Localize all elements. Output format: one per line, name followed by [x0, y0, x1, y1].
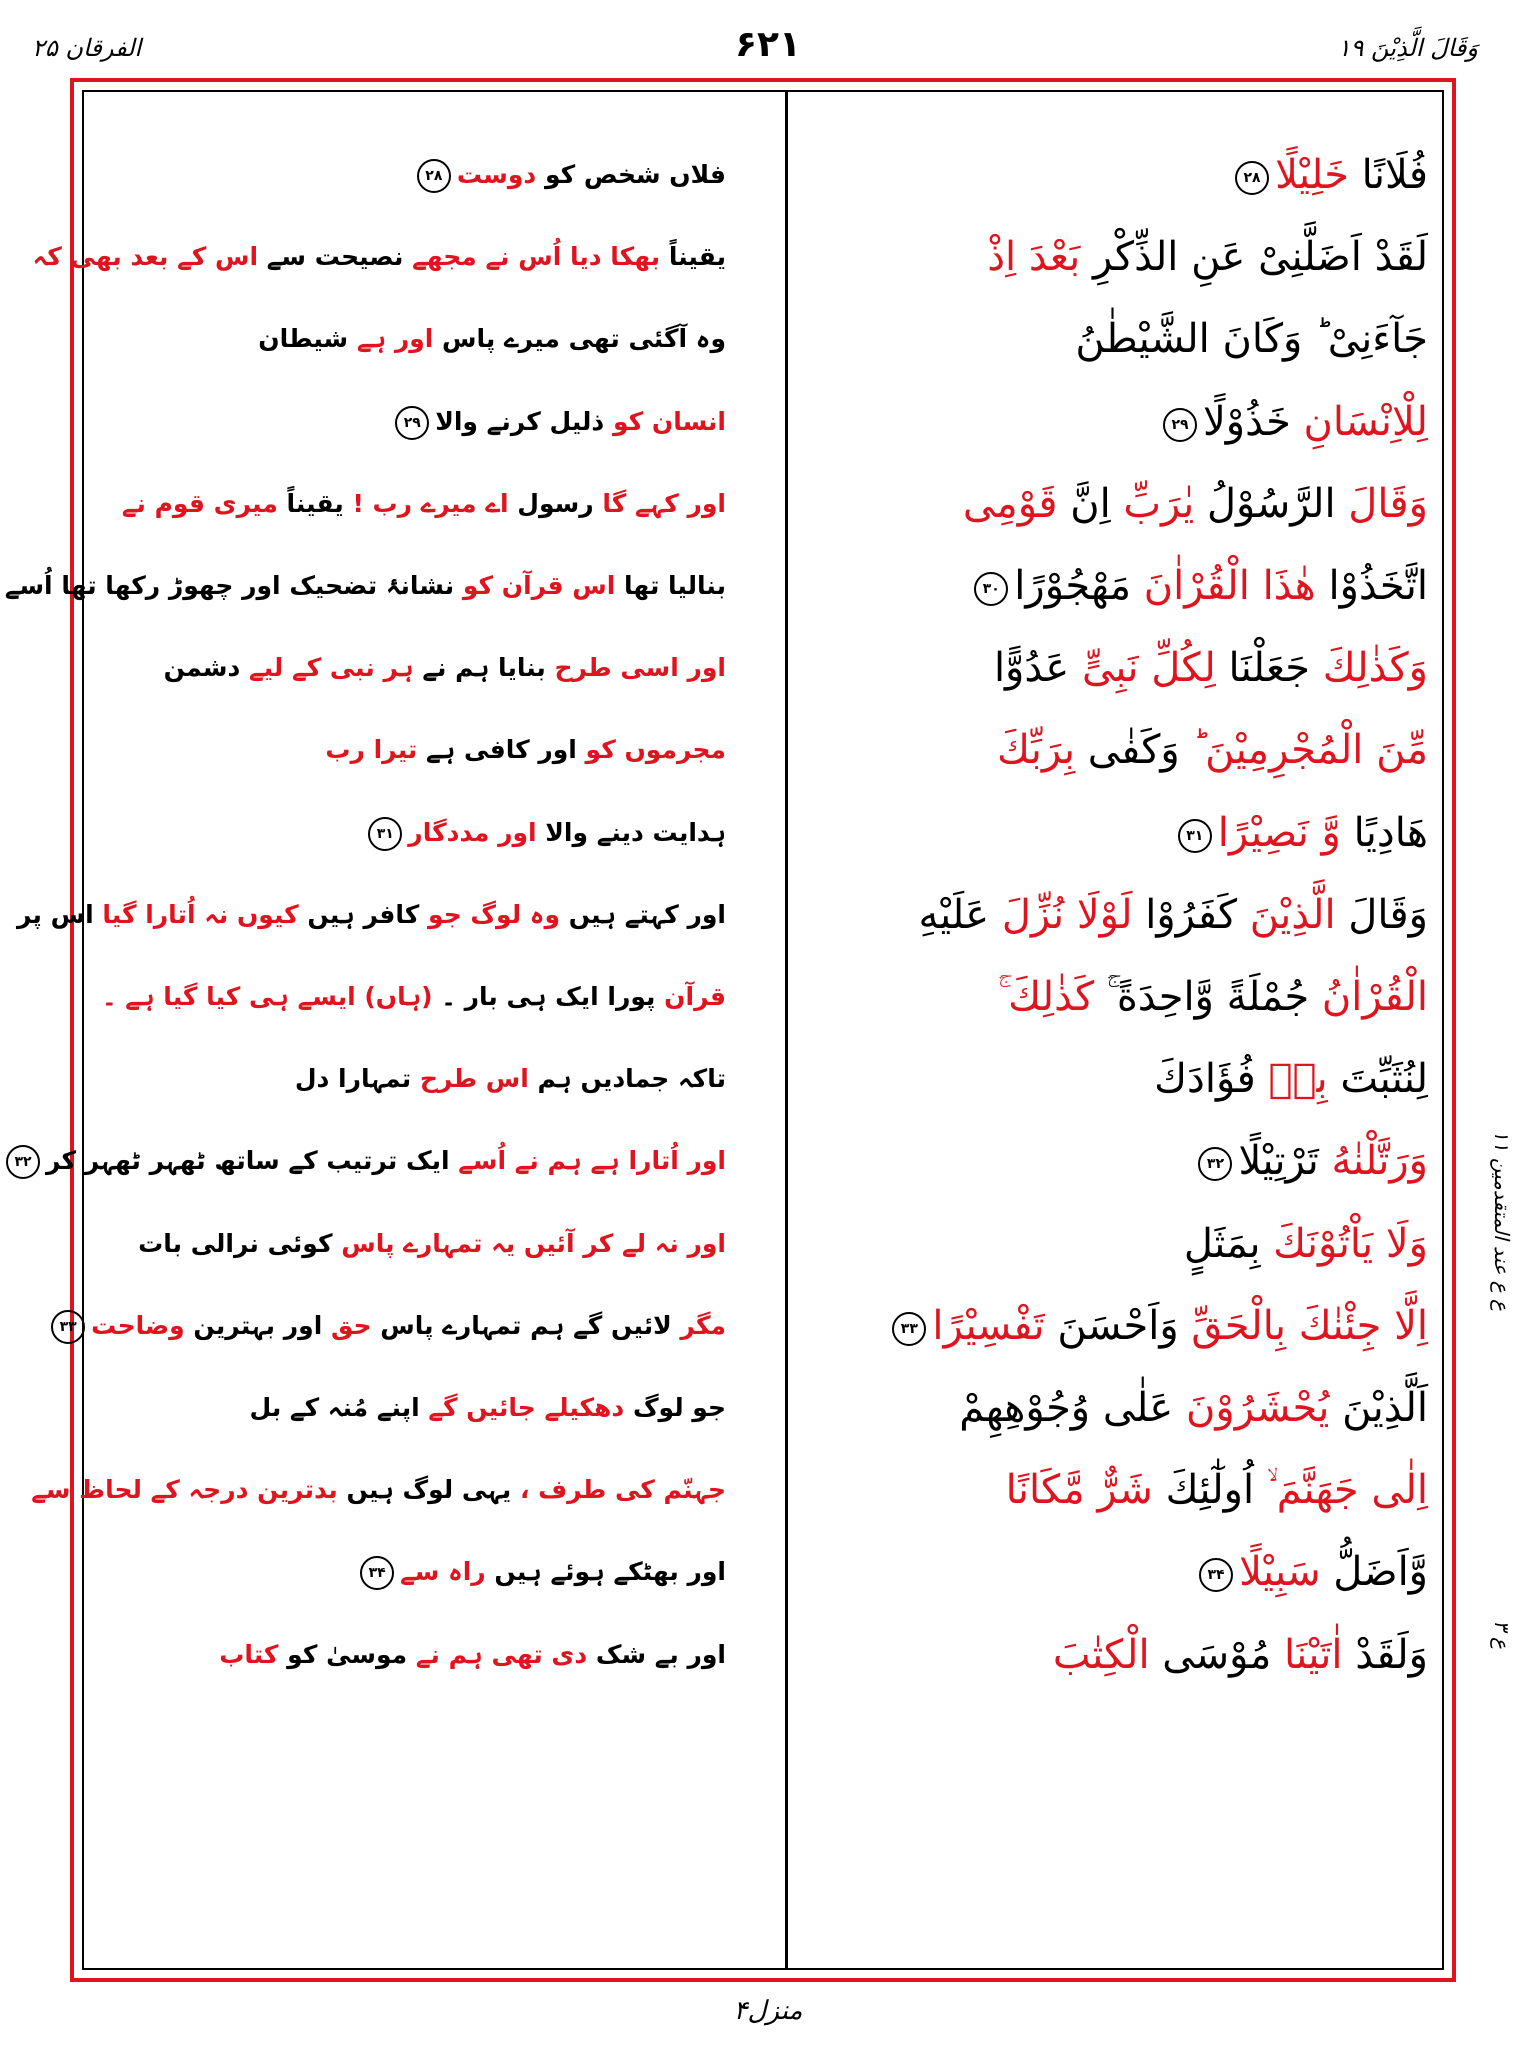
ayah-number-marker: ۳۰	[974, 572, 1008, 606]
arabic-line	[788, 875, 1428, 955]
urdu-segment: راہ سے	[400, 1557, 486, 1586]
urdu-segment: اس پر	[16, 900, 94, 929]
arabic-segment: وَرَتَّلْنٰهُ	[1318, 1138, 1428, 1184]
ayah-number-marker: ۲۹	[395, 406, 429, 440]
arabic-segment: الرَّسُوْلُ	[1194, 481, 1336, 527]
arabic-segment: وَقَالَ	[1335, 481, 1428, 527]
arabic-segment: فُلَانًا	[1348, 152, 1428, 198]
arabic-line	[788, 464, 1428, 544]
arabic-segment: وَّ نَصِیْرًا	[1217, 810, 1341, 856]
urdu-segment: اس کے بعد بھی کہ	[32, 242, 259, 271]
urdu-segment: نصیحت سے	[258, 242, 404, 271]
arabic-segment: لَقَدْ اَضَلَّنِیْ عَنِ الذِّكْرِ	[1080, 234, 1428, 280]
urdu-segment: بدترین درجہ کے لحاظ سے	[31, 1475, 338, 1504]
urdu-translation-line	[32, 217, 726, 297]
arabic-segment: اِلٰی جَهَنَّمَ	[1266, 1467, 1428, 1513]
urdu-segment: اور بہترین	[184, 1311, 323, 1340]
arabic-segment: اتَّخَذُوْا	[1315, 563, 1428, 609]
urdu-segment: اور کہے گا	[593, 489, 726, 518]
urdu-translation-line	[4, 546, 726, 626]
urdu-translation-line	[126, 1368, 726, 1448]
urdu-translation-line	[59, 1286, 726, 1366]
ayah-number-marker: ۳۴	[360, 1556, 394, 1590]
ayah-number-marker: ۳۳	[892, 1312, 926, 1346]
surah-title: الفرقان ۲۵	[32, 34, 142, 62]
arabic-segment: ؕ وَكَفٰی	[1075, 727, 1193, 773]
urdu-segment: اور اسی طرح	[545, 653, 726, 682]
urdu-translation-line	[126, 299, 726, 379]
arabic-segment: هٰذَا الْقُرْاٰنَ	[1131, 563, 1316, 609]
arabic-segment: جَآءَنِیْ ؕ وَكَانَ الشَّیْطٰنُ	[1075, 316, 1428, 362]
arabic-segment: ۙ اُولٰٓئِكَ	[1152, 1467, 1267, 1513]
juz-title: وَقَالَ الَّذِیْنَ ۱۹	[1337, 34, 1478, 62]
urdu-segment: یقیناً	[660, 242, 726, 271]
arabic-segment: وَلَا یَاْتُوْنَكَ	[1260, 1221, 1428, 1267]
page-number: ۶۲۱	[735, 24, 801, 65]
arabic-line	[788, 1286, 1428, 1366]
arabic-line	[788, 299, 1428, 379]
urdu-segment: موسیٰ کو	[278, 1640, 408, 1669]
urdu-segment: جو لوگ	[624, 1393, 726, 1422]
arabic-line	[788, 710, 1428, 790]
urdu-segment: یہی لوگ ہیں	[337, 1475, 512, 1504]
arabic-segment: عَلٰی وُجُوْهِهِمْ	[959, 1385, 1174, 1431]
arabic-segment: وَّاَضَلُّ	[1320, 1549, 1428, 1595]
urdu-translation-line	[126, 628, 726, 708]
urdu-segment: اس قرآن کو	[454, 571, 616, 600]
arabic-segment: عَدُوًّا	[993, 645, 1070, 691]
arabic-segment: خَذُوْلًا	[1202, 399, 1291, 445]
arabic-segment: كَفَرُوْا	[1132, 892, 1237, 938]
urdu-segment: دی تھی ہم نے	[407, 1640, 588, 1669]
urdu-translation-line	[101, 957, 726, 1037]
ayah-number-marker: ۳۲	[6, 1145, 40, 1179]
arabic-segment: كَذٰلِكَ ۚۛ	[998, 974, 1095, 1020]
urdu-segment: تمہارے پاس	[332, 1229, 483, 1258]
arabic-line	[788, 1039, 1428, 1119]
urdu-segment: دوست	[456, 160, 537, 189]
arabic-segment: شَرٌّ مَّكَانًا	[1005, 1467, 1153, 1513]
urdu-segment: اور کافی ہے	[417, 735, 577, 764]
arabic-line	[788, 217, 1428, 297]
urdu-segment: (ہاں) ایسے ہی کیا گیا ہے ۔	[101, 982, 433, 1011]
ayah-number-marker: ۳۱	[368, 817, 402, 851]
arabic-segment: لِنُثَبِّتَ	[1327, 1056, 1428, 1102]
urdu-segment: اور نہ لے کر آئیں یہ	[482, 1229, 726, 1258]
arabic-segment: یُحْشَرُوْنَ	[1173, 1385, 1330, 1431]
ayah-number-marker: ۳۴	[1199, 1558, 1233, 1592]
arabic-segment: وَاَحْسَنَ	[1044, 1303, 1179, 1349]
arabic-segment: لِكُلِّ نَبِیٍّ	[1069, 645, 1216, 691]
margin-note-lower: ع ۳	[1490, 1620, 1514, 1650]
urdu-segment: وہ آگئی تھی میرے پاس	[433, 324, 726, 353]
arabic-segment: خَلِیْلًا	[1275, 152, 1349, 198]
urdu-segment: دشمن	[163, 653, 241, 682]
arabic-segment: وَلَقَدْ	[1342, 1632, 1428, 1678]
arabic-line	[788, 1532, 1428, 1612]
arabic-segment: وَقَالَ	[1335, 892, 1428, 938]
urdu-segment: انسان کو	[604, 407, 726, 436]
urdu-segment: اور ہے	[348, 324, 434, 353]
arabic-segment: یٰرَبِّ	[1110, 481, 1195, 527]
urdu-segment: اور بھٹکے ہوئے ہیں	[485, 1557, 726, 1586]
arabic-segment: لَوْلَا نُزِّلَ	[989, 892, 1133, 938]
urdu-segment: یقیناً	[277, 489, 344, 518]
urdu-segment: تاکہ جمادیں ہم	[528, 1064, 726, 1093]
ayah-number-marker: ۳۲	[1198, 1147, 1232, 1181]
arabic-segment: هَادِیًا	[1340, 810, 1428, 856]
urdu-segment: بنالیا تھا	[615, 571, 726, 600]
arabic-segment: الْقُرْاٰنُ	[1309, 974, 1428, 1020]
margin-note-upper: ع ع عند المتقدمین ۱۱	[1490, 1130, 1514, 1312]
arabic-segment: سَبِیْلًا	[1239, 1549, 1321, 1595]
arabic-line	[788, 628, 1428, 708]
arabic-line	[788, 1204, 1428, 1284]
arabic-segment: الْكِتٰبَ	[1052, 1632, 1150, 1678]
urdu-segment: اور کہتے ہیں	[559, 900, 726, 929]
urdu-segment: ذلیل کرنے والا	[435, 407, 605, 436]
urdu-translation-line	[126, 1615, 726, 1695]
arabic-segment: اِنَّ	[1057, 481, 1111, 527]
arabic-segment: تَرْتِیْلًا	[1238, 1138, 1319, 1184]
arabic-line	[788, 1450, 1428, 1530]
arabic-segment: بِرَبِّكَ	[997, 727, 1076, 773]
arabic-line	[788, 382, 1428, 462]
ayah-number-marker: ۲۸	[1235, 161, 1269, 195]
urdu-translation-line	[126, 710, 726, 790]
urdu-translation-line	[121, 464, 726, 544]
urdu-segment: بھکا دیا اُس نے مجھے	[403, 242, 661, 271]
urdu-segment: وہ لوگ جو	[419, 900, 560, 929]
urdu-translation-line	[126, 135, 726, 215]
urdu-segment: اور مددگار	[408, 818, 537, 847]
urdu-segment: لائیں گے ہم تمہارے پاس	[371, 1311, 672, 1340]
arabic-segment: عَلَیْهِ	[918, 892, 990, 938]
urdu-translation-line	[14, 1121, 726, 1201]
arabic-segment: مَهْجُوْرًا	[1014, 563, 1132, 609]
urdu-translation-line	[31, 1450, 726, 1530]
urdu-segment: اے میرے رب !	[343, 489, 509, 518]
ayah-number-marker: ۳۳	[51, 1310, 85, 1344]
arabic-segment: الَّذِیْنَ	[1237, 892, 1336, 938]
arabic-segment: اٰتَیْنَا	[1271, 1632, 1343, 1678]
arabic-segment: وَكَذٰلِكَ	[1310, 645, 1428, 691]
arabic-segment: بِمَثَلٍ	[1183, 1221, 1261, 1267]
ayah-number-marker: ۳۱	[1178, 819, 1212, 853]
arabic-line	[788, 793, 1428, 873]
urdu-segment: ایک ترتیب کے ساتھ ٹھہر ٹھہر کر	[45, 1146, 450, 1175]
arabic-segment: مِّنَ الْمُجْرِمِیْنَ	[1192, 727, 1428, 773]
urdu-segment: اور بے شک	[587, 1640, 726, 1669]
urdu-segment: کافر ہیں	[298, 900, 420, 929]
urdu-segment: کیوں نہ اُتارا گیا	[93, 900, 299, 929]
urdu-segment: جہنّم کی طرف ،	[511, 1475, 726, 1504]
arabic-line	[788, 1121, 1428, 1201]
urdu-segment: پورا ایک ہی بار ۔	[432, 982, 656, 1011]
arabic-segment: بِهٖ	[1255, 1056, 1328, 1102]
ayah-number-marker: ۲۸	[417, 159, 451, 193]
arabic-segment: جَعَلْنَا	[1215, 645, 1311, 691]
urdu-segment: میری قوم نے	[121, 489, 278, 518]
arabic-segment: قَوْمِی	[962, 481, 1058, 527]
urdu-segment: شیطان	[258, 324, 349, 353]
urdu-translation-line	[126, 382, 726, 462]
page-header	[0, 24, 1536, 84]
arabic-segment: اَلَّذِیْنَ	[1329, 1385, 1428, 1431]
urdu-segment: فلاں شخص کو	[536, 160, 726, 189]
urdu-segment: نشانۂ تضحیک اور چھوڑ رکھا تھا اُسے	[4, 571, 455, 600]
urdu-translation-line	[126, 1204, 726, 1284]
arabic-segment: اِلَّا جِئْنٰكَ	[1286, 1303, 1428, 1349]
urdu-segment: اس طرح	[411, 1064, 529, 1093]
arabic-segment: جُمْلَةً وَّاحِدَةً ۚۛ	[1094, 974, 1310, 1020]
arabic-segment: فُؤَادَكَ	[1154, 1056, 1256, 1102]
arabic-line	[788, 546, 1428, 626]
urdu-translation-line	[126, 1039, 726, 1119]
ayah-number-marker: ۲۹	[1163, 408, 1197, 442]
arabic-line	[788, 1368, 1428, 1448]
urdu-segment: اور اُتارا ہے ہم نے اُسے	[449, 1146, 726, 1175]
urdu-segment: ہر نبی کے لیے	[240, 653, 414, 682]
urdu-segment: قرآن	[655, 982, 726, 1011]
arabic-line	[788, 135, 1428, 215]
urdu-segment: کوئی نرالی بات	[138, 1229, 333, 1258]
urdu-segment: حق	[322, 1311, 372, 1340]
urdu-segment: کتاب	[219, 1640, 279, 1669]
urdu-segment: تیرا رب	[325, 735, 418, 764]
manzil-footer: منزل۴	[733, 1996, 803, 2026]
arabic-segment: تَفْسِیْرًا	[932, 1303, 1045, 1349]
urdu-segment: تمہارا دل	[294, 1064, 412, 1093]
arabic-segment: لِلْاِنْسَانِ	[1290, 399, 1428, 445]
urdu-segment: دھکیلے جائیں گے	[419, 1393, 625, 1422]
urdu-translation-line	[126, 1532, 726, 1612]
urdu-segment: اپنے مُنہ کے بل	[249, 1393, 420, 1422]
arabic-segment: بَعْدَ اِذْ	[987, 234, 1081, 280]
arabic-line	[788, 1615, 1428, 1695]
urdu-segment: رسول	[508, 489, 594, 518]
arabic-line	[788, 957, 1428, 1037]
urdu-segment: مجرموں کو	[576, 735, 726, 764]
urdu-segment: وضاحت	[91, 1311, 185, 1340]
urdu-translation-line	[16, 875, 726, 955]
urdu-segment: ہدایت دینے والا	[536, 818, 726, 847]
urdu-translation-line	[126, 793, 726, 873]
arabic-segment: بِالْحَقِّ	[1178, 1303, 1287, 1349]
urdu-segment: مگر	[671, 1311, 726, 1340]
urdu-segment: بنایا ہم نے	[413, 653, 546, 682]
arabic-segment: مُوْسَی	[1149, 1632, 1272, 1678]
